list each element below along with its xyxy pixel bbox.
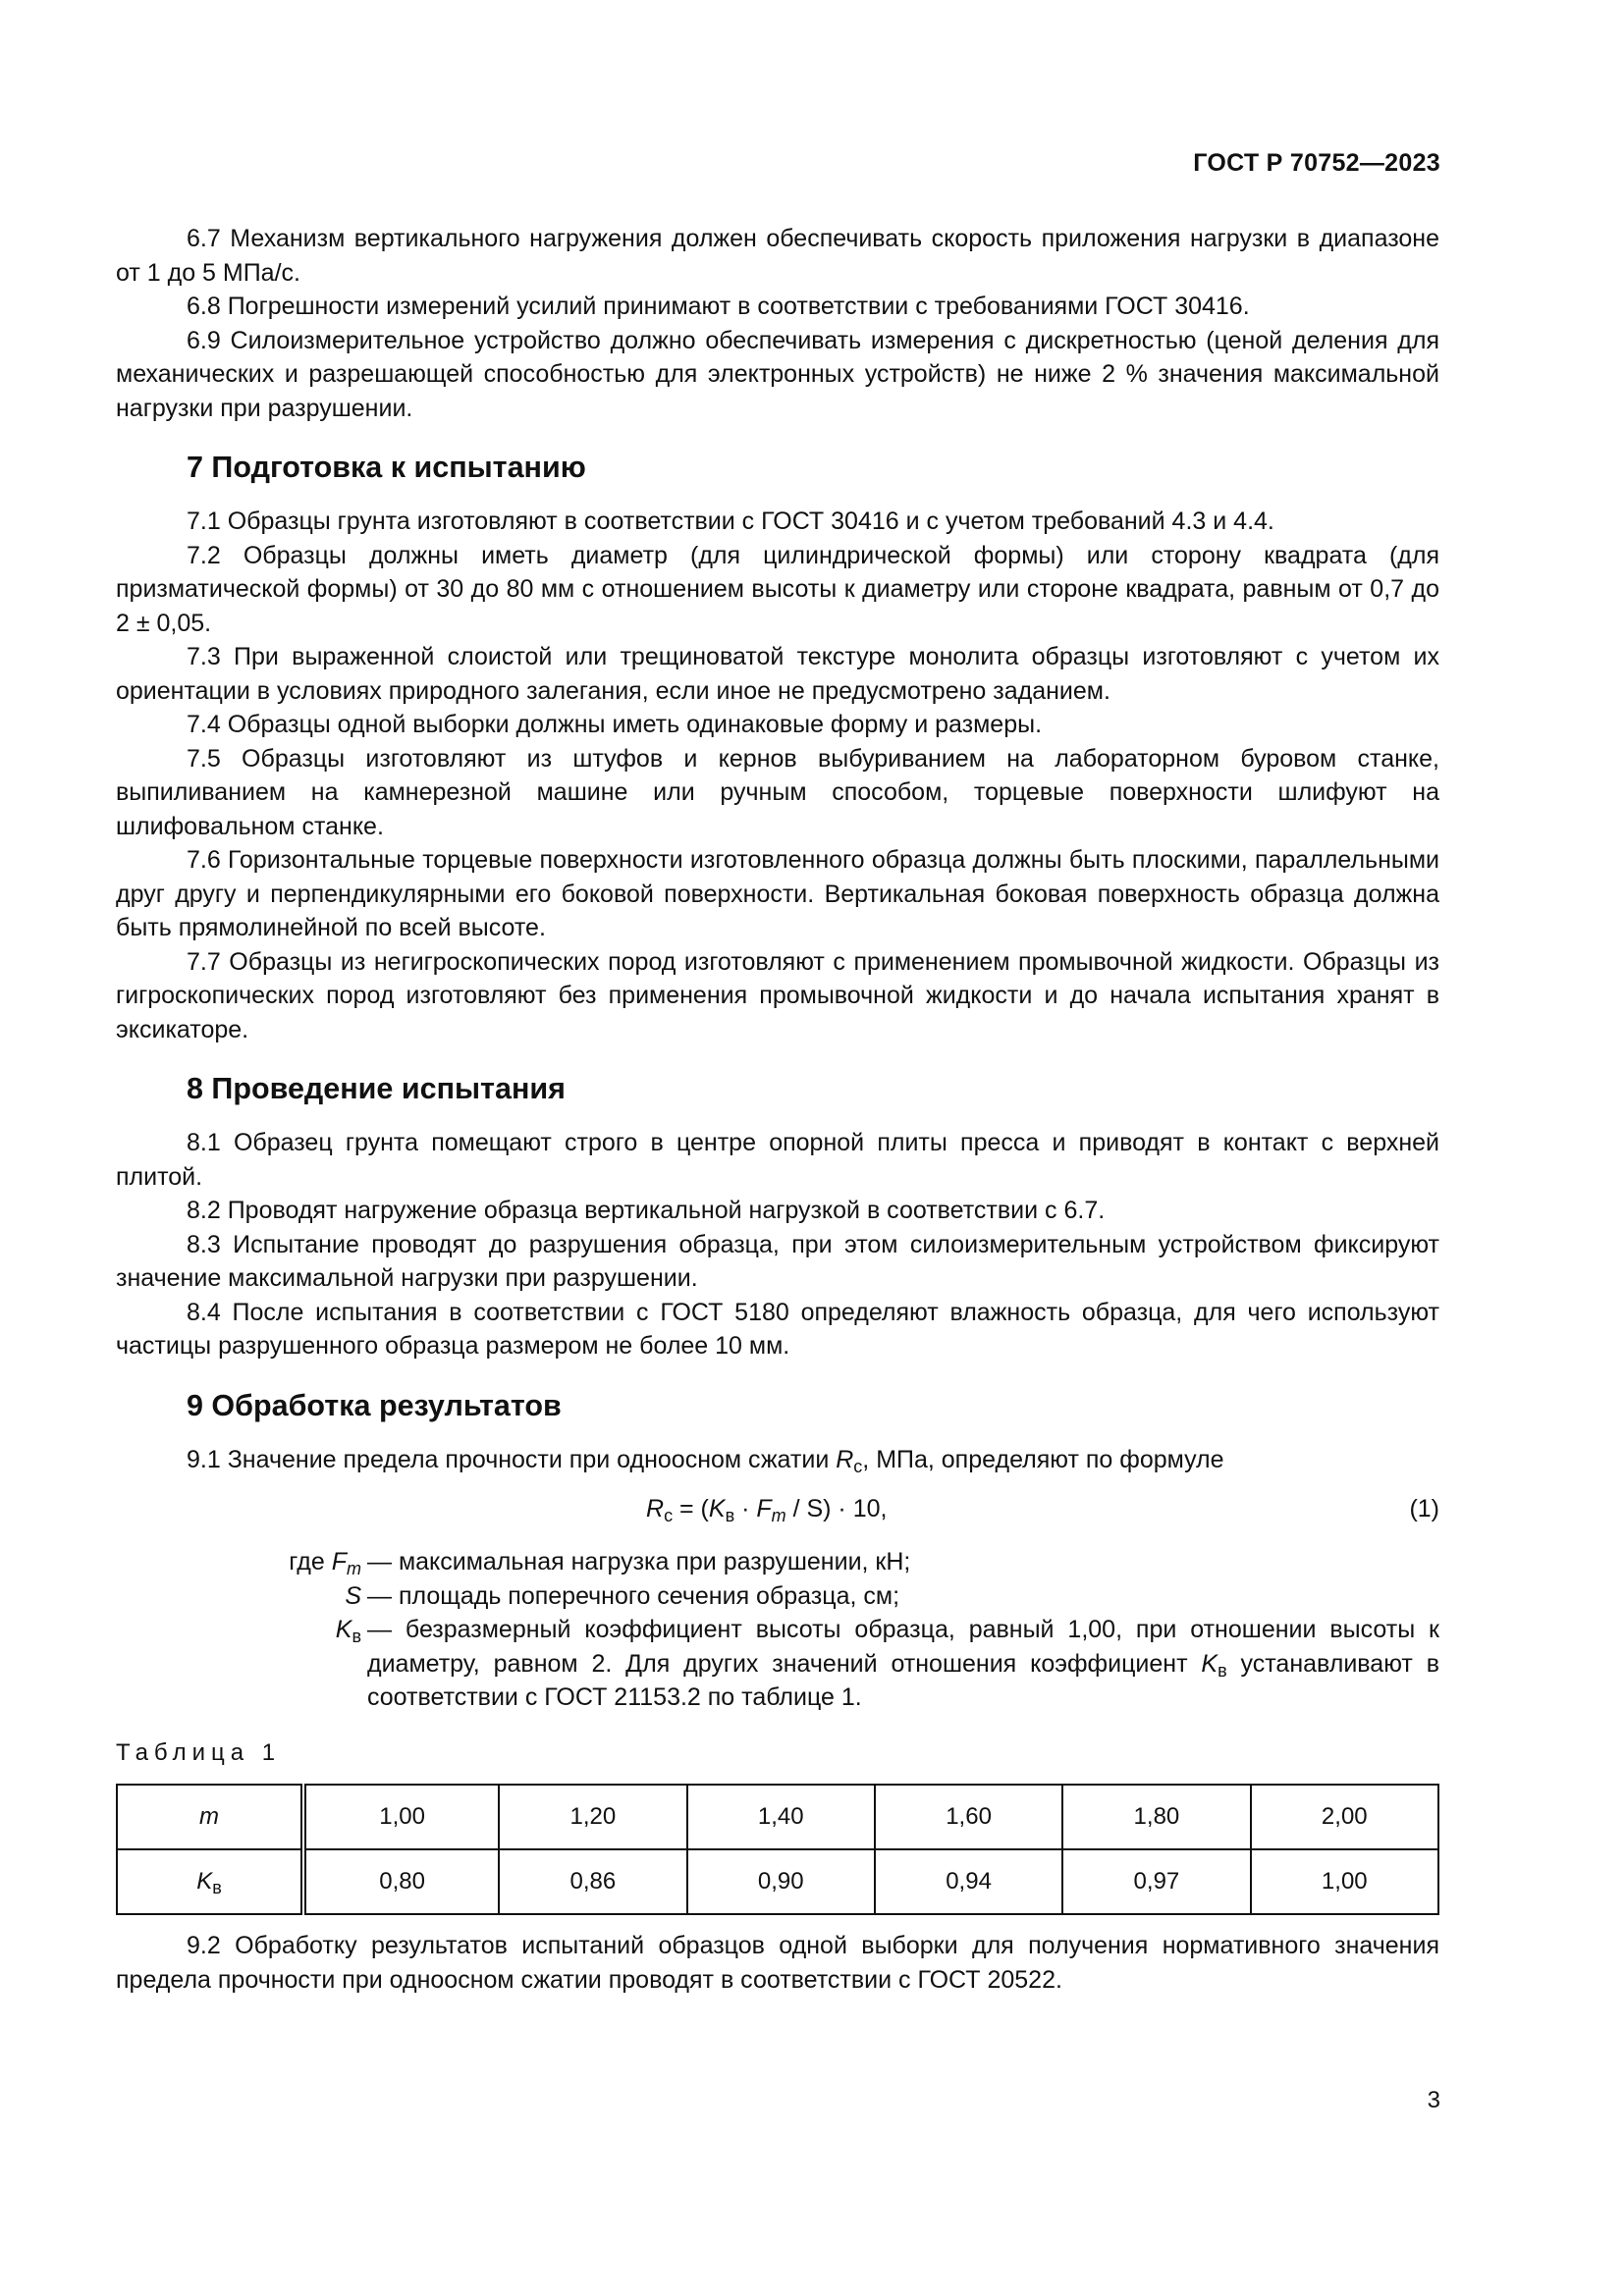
formula-legend — [116, 1545, 1439, 1715]
paragraph-7-6: 7.6 Горизонтальные торцевые поверхности изготовленного образца должны быть плоскими, параллельными друг другу и перпендикулярными его боковой поверхности. Вертикальная боковая поверхность образца должна быть прямолинейной по всей высоте. — [116, 846, 1439, 941]
table-cell: 2,00 — [1251, 1785, 1438, 1849]
section-8-heading: 8 Проведение испытания — [187, 1072, 566, 1105]
table-row — [117, 1785, 1438, 1849]
legend-row-k: $K_в$ — безразмерный коэффициент высоты образца, равный 1,00, при отношении высоты к диаметру, равном 2. Для других значений отношения коэффициент $K_в$ устанавливают в соответствии с ГОСТ 21153.2 по таблице 1. — [335, 1616, 1439, 1711]
legend-row-f: где $F_m$ — максимальная нагрузка при разрушении, кН; — [289, 1548, 911, 1578]
table-cell: 0,97 — [1062, 1849, 1250, 1914]
table-cell: 0,90 — [687, 1849, 875, 1914]
table-cell: 0,80 — [303, 1849, 499, 1914]
paragraph-6-9: 6.9 Силоизмерительное устройство должно обеспечивать измерения с дискретностью (ценой деления для механических и разрешающей способностью для электронных устройств) не ниже 2 % значения максимальной нагрузки при разрушении. — [116, 326, 1439, 422]
formula-1 — [116, 1484, 1439, 1527]
table-row — [117, 1849, 1438, 1914]
paragraph-8-2: 8.2 Проводят нагружение образца вертикальной нагрузкой в соответствии с 6.7. — [187, 1197, 1106, 1224]
paragraph-7-5: 7.5 Образцы изготовляют из штуфов и кернов выбуриванием на лабораторном буровом станке, выпиливанием на камнерезной машине или ручным способом, торцевые поверхности шлифуют на шлифовальном станке. — [116, 744, 1439, 840]
paragraph-9-2: 9.2 Обработку результатов испытаний образцов одной выборки для получения нормативного значения предела прочности при одноосном сжатии проводят в соответствии с ГОСТ 20522. — [116, 1932, 1439, 1994]
table-cell: 1,60 — [875, 1785, 1062, 1849]
paragraph-7-7: 7.7 Образцы из негигроскопических пород изготовляют с применением промывочной жидкости. Образцы из гигроскопических пород изготовляют без применения промывочной жидкости и до начала испытания хранят в эксикаторе. — [116, 947, 1439, 1043]
table-1 — [116, 1784, 1439, 1915]
table-cell: 1,40 — [687, 1785, 875, 1849]
document-body — [116, 222, 1439, 1997]
paragraph-8-1: 8.1 Образец грунта помещают строго в центре опорной плиты пресса и приводят в контакт с верхней плитой. — [116, 1129, 1439, 1191]
paragraph-8-3: 8.3 Испытание проводят до разрушения образца, при этом силоизмерительным устройством фиксируют значение максимальной нагрузки при разрушении. — [116, 1230, 1439, 1292]
section-7-heading: 7 Подготовка к испытанию — [187, 451, 586, 484]
paragraph-7-4: 7.4 Образцы одной выборки должны иметь одинаковые форму и размеры. — [187, 711, 1043, 738]
document-code: ГОСТ Р 70752—2023 — [1193, 149, 1440, 177]
table-cell: 1,80 — [1062, 1785, 1250, 1849]
paragraph-7-2: 7.2 Образцы должны иметь диаметр (для цилиндрической формы) или сторону квадрата (для призматической формы) от 30 до 80 мм с отношением высоты к диаметру или стороне квадрата, равным от 0,7 до 2 ± 0,05. — [116, 541, 1439, 637]
paragraph-7-1: 7.1 Образцы грунта изготовляют в соответствии с ГОСТ 30416 и с учетом требований 4.3 и 4.4. — [187, 507, 1274, 535]
table-cell: 1,00 — [303, 1785, 499, 1849]
paragraph-8-4: 8.4 После испытания в соответствии с ГОСТ 5180 определяют влажность образца, для чего используют частицы разрушенного образца размером не более 10 мм. — [116, 1298, 1439, 1360]
paragraph-6-7: 6.7 Механизм вертикального нагружения должен обеспечивать скорость приложения нагрузки в диапазоне от 1 до 5 МПа/с. — [116, 225, 1439, 287]
paragraph-6-8: 6.8 Погрешности измерений усилий принимают в соответствии с требованиями ГОСТ 30416. — [187, 293, 1250, 320]
paragraph-7-3: 7.3 При выраженной слоистой или трещиноватой текстуре монолита образцы изготовляют с учетом их ориентации в условиях природного залегания, если иное не предусмотрено заданием. — [116, 643, 1439, 705]
table-header-m: m — [117, 1785, 303, 1849]
table-cell: 1,00 — [1251, 1849, 1438, 1914]
table-header-k: $K_в$ — [117, 1849, 303, 1914]
formula-expression: $R_с = (K_в \cdot F_m / S) \cdot 10$, — [646, 1495, 888, 1525]
paragraph-9-1: 9.1 Значение предела прочности при одноосном сжатии $R_с$, МПа, определяют по формуле — [187, 1445, 1224, 1476]
formula-number: (1) — [1409, 1495, 1439, 1522]
table-cell: 0,86 — [499, 1849, 686, 1914]
table-caption: Таблица 1 — [116, 1738, 282, 1766]
section-9-heading: 9 Обработка результатов — [187, 1388, 562, 1422]
table-cell: 1,20 — [499, 1785, 686, 1849]
table-cell: 0,94 — [875, 1849, 1062, 1914]
page-number: 3 — [1427, 2087, 1440, 2113]
legend-row-s: S — площадь поперечного сечения образца, см; — [345, 1581, 900, 1610]
